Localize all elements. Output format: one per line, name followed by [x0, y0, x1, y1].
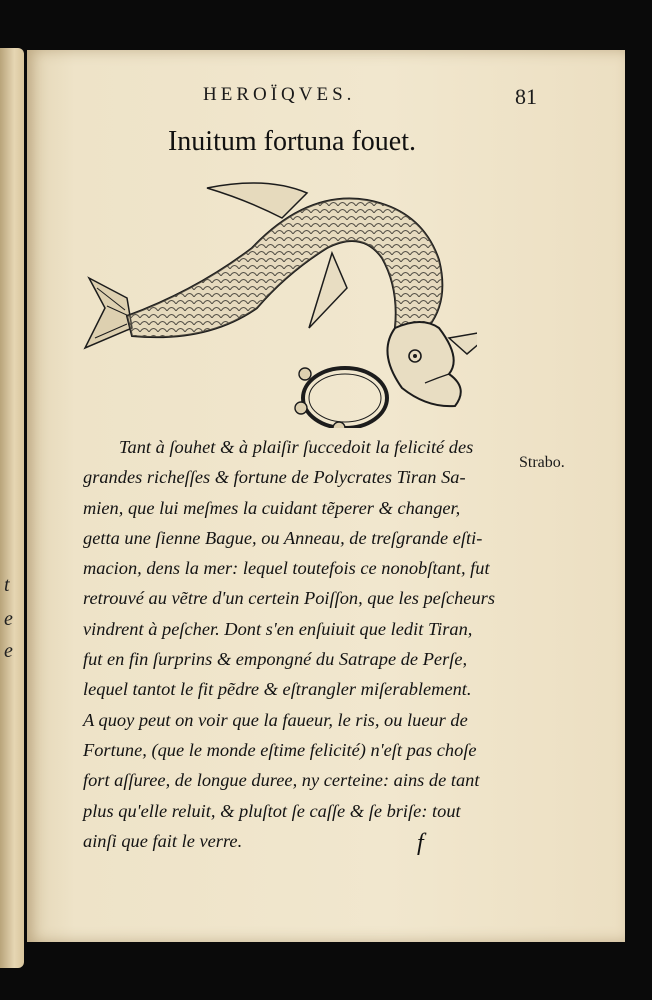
running-head: HEROÏQVES. — [203, 84, 356, 105]
text-line: Tant à ſouhet & à plaiſir ſuccedoit la felicité des — [119, 437, 474, 457]
text-line: lequel tantot le fit pẽdre & eſtrangler miſerablement. — [83, 679, 472, 700]
dolphin-with-ring-icon — [77, 178, 477, 428]
left-page-edge — [0, 48, 24, 968]
text-line: grandes richeſſes & fortune de Polycrates Tiran Sa- — [83, 467, 466, 488]
left-page-fragment: t — [4, 574, 10, 596]
text-line: macion, dens la mer: lequel toutefois ce nonobſtant, fut — [83, 558, 490, 579]
signature-mark: f — [417, 830, 424, 856]
text-line: vindrent à peſcher. Dont s'en enſuiuit que ledit Tiran, — [83, 618, 473, 639]
text-line: fut en fin ſurprins & empongné du Satrape de Perſe, — [83, 649, 468, 670]
text-line: fort aſſuree, de longue duree, ny certeine: ains de tant — [83, 770, 480, 791]
left-page-fragment: e — [4, 608, 13, 630]
text-line: mien, que lui meſmes la cuidant tẽperer & changer, — [83, 497, 461, 518]
emblem-commentary — [83, 432, 519, 856]
text-line: Fortune, (que le monde eſtime felicité) n'eſt pas choſe — [83, 739, 477, 760]
text-line: A quoy peut on voir que la faueur, le ris, ou lueur de — [83, 709, 468, 730]
page-number: 81 — [515, 84, 537, 109]
text-line: plus qu'elle reluit, & pluſtot ſe caſſe & ſe briſe: tout — [83, 800, 461, 821]
left-page-fragment: e — [4, 640, 13, 662]
text-line: getta une ſienne Bague, ou Anneau, de treſgrande eſti- — [83, 527, 483, 548]
margin-note: Strabo. — [519, 454, 565, 471]
text-line: retrouvé au vẽtre d'un certein Poiſſon, que les peſcheurs — [83, 588, 495, 609]
book-page — [27, 50, 625, 942]
emblem-motto: Inuitum fortuna fouet. — [167, 126, 417, 157]
text-line: ainſi que fait le verre. — [83, 830, 243, 851]
